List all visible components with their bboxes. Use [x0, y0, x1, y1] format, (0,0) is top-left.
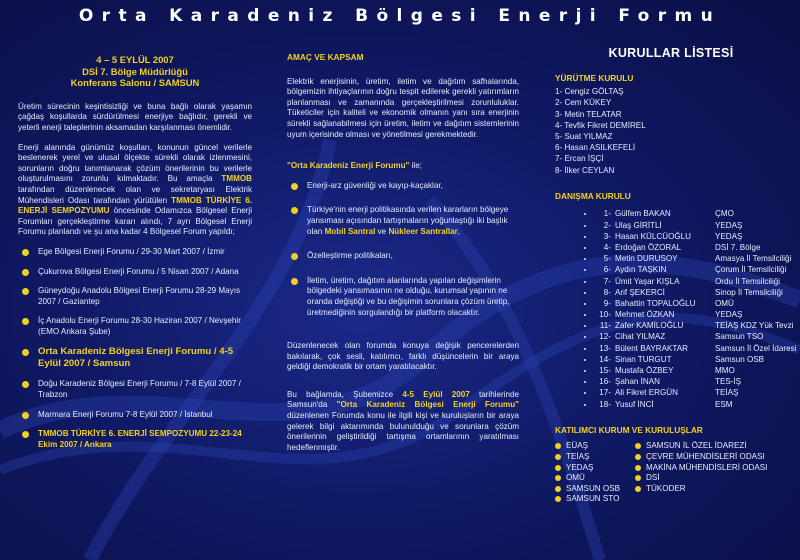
section-heading-yurutme: YÜRÜTME KURULU — [555, 72, 634, 83]
forum-intro: "Orta Karadeniz Enerji Forumu" ile; — [287, 161, 422, 171]
bullet-icon — [291, 183, 298, 190]
bullet-icon — [635, 454, 641, 460]
list-item: 2- Cem KÜKEY — [555, 98, 612, 108]
list-item: OMÜ — [555, 473, 620, 484]
bullet-icon — [22, 431, 29, 438]
participants-list-left — [555, 441, 620, 505]
list-item: • 8- Arif ŞEKERCİ Sinop İl Temsilciliği — [595, 288, 787, 299]
list-item-symposium: TMMOB TÜRKİYE 6. ENERJİ SEMPOZYUMU 22-23-24 Ekim 2007 / Ankara — [18, 429, 252, 450]
list-item: İç Anadolu Enerji Forumu 28-30 Haziran 2007 / Nevşehir (EMO Ankara Şube) — [18, 316, 252, 337]
list-item: • 16- Şahan İNAN TES-İŞ — [595, 377, 787, 388]
list-item: Marmara Enerji Forumu 7-8 Eylül 2007 / İstanbul — [18, 410, 252, 421]
list-item: • 6- Aydın TAŞKIN Çorum İl Temsilciliği — [595, 265, 787, 276]
list-item: • 18- Yusuf İNCİ ESM — [595, 400, 787, 411]
list-item: • 11- Zafer KAMİLOĞLU TEİAŞ KDZ Yük Tevzi — [595, 321, 787, 332]
list-item-highlight: Orta Karadeniz Bölgesi Enerji Forumu / 4-5 Eylül 2007 / Samsun — [18, 346, 252, 370]
executive-committee-list — [555, 87, 787, 177]
list-item: • 2- Ulaş GİRİTLİ YEDAŞ — [595, 221, 787, 232]
bullet-icon — [22, 412, 29, 419]
list-item: SAMSUN OSB — [555, 484, 620, 495]
list-item: 5- Suat YILMAZ — [555, 131, 613, 141]
list-item: • 13- Bülent BAYRAKTAR Samsun İl Özel İdaresi — [595, 344, 787, 355]
section-heading-amac: AMAÇ VE KAPSAM — [287, 52, 364, 62]
list-item: • 4- Erdoğan ÖZORAL DSİ 7. Bölge — [595, 243, 787, 254]
bullet-icon — [635, 465, 641, 471]
list-item: TEİAŞ — [555, 452, 620, 463]
bullet-icon — [22, 349, 29, 356]
list-item: • 10- Mehmet ÖZKAN YEDAŞ — [595, 310, 787, 321]
bullet-icon — [22, 269, 29, 276]
participants-list-right — [635, 441, 767, 494]
bullet-icon — [22, 288, 29, 295]
forum-description: Düzenlenecek olan forumda konuya değişik pencerelerden bakılarak, çok sesli, katılımcı, farklı düşüncelerin bir araya geldiği demokratik bir ortam yaratılacaktır. — [287, 341, 519, 372]
list-item: 4- Tevfik Fikret DEMİREL — [555, 120, 646, 130]
left-column — [18, 40, 252, 459]
page-title: Orta Karadeniz Bölgesi Enerji Formu — [78, 6, 722, 26]
list-item: 1- Cengiz GÖLTAŞ — [555, 87, 624, 97]
list-item: 8- İlker CEYLAN — [555, 165, 615, 175]
bullet-icon — [555, 443, 561, 449]
list-item: SAMSUN STO — [555, 494, 620, 505]
background-paragraph: Enerji alanında günümüz koşulları, konunun güncel verilerle beslenerek yerel ve ulusal ölçekte sürekli olarak izlenmesini, sorunların doğru tanımlanarak çözüm önerilerinin bu verilerle oluşturulmasını zorunlu kılmaktadır. Bu amaçla TMMOB tarafından düzenlenecek olan ve sekretaryası Elektrik Mühendisleri Odası tarafından yürütülen TMMOB TÜRKİYE 6. ENERJİ SEMPOZYUMU öncesinde Odamızca Bölgesel Enerji Forumları gerçekleştirme kararı alındı, 7 ayrı Bölgesel Enerji Forumu planlandı ve şu ana kadar 4 Bölgesel Forum yapıldı; — [18, 142, 252, 237]
list-item: • 14- Sinan TURGUT Samsun OSB — [595, 355, 787, 366]
section-heading-danisma: DANIŞMA KURULU — [555, 190, 631, 201]
bullet-icon — [555, 465, 561, 471]
forum-list — [18, 247, 252, 451]
list-item: MAKİNA MÜHENDİSLERİ ODASI — [635, 463, 767, 474]
list-item: Enerji-arz güvenliği ve kayıp-kaçaklar, — [287, 181, 519, 192]
advisory-committee-list — [555, 209, 797, 410]
list-item: 7- Ercan İŞÇİ — [555, 154, 604, 164]
intro-paragraph: Üretim sürecinin keşintisizliği ve buna bağlı olarak yaşamın çağdaş koşullarda sürdürülmesi enerjiye bağlıdır, gerekli ve yeterli enerji taleplerinin aksamadan karşılanması önemlidir. — [18, 101, 252, 132]
bullet-icon — [555, 486, 561, 492]
bullet-icon — [291, 253, 298, 260]
middle-column — [287, 40, 519, 462]
list-item: Güneydoğu Anadolu Bölgesi Enerji Forumu 28-29 Mayıs 2007 / Gaziantep — [18, 286, 252, 307]
list-item: • 9- Bahattin TOPALOĞLU OMÜ — [595, 299, 787, 310]
list-item: • 1- Gülfem BAKAN ÇMO — [595, 209, 787, 220]
bullet-icon — [555, 496, 561, 502]
list-item: DSİ — [635, 473, 767, 484]
bullet-icon — [22, 318, 29, 325]
bullet-icon — [291, 278, 298, 285]
list-item: • 12- Cihat YILMAZ Samsun TSO — [595, 332, 787, 343]
bullet-icon — [555, 475, 561, 481]
list-item: SAMSUN İL ÖZEL İDAREZİ — [635, 441, 767, 452]
list-item: TÜKODER — [635, 484, 767, 495]
committees-title: KURULLAR LİSTESİ — [608, 46, 734, 60]
list-item: EÜAŞ — [555, 441, 620, 452]
bullet-icon — [635, 486, 641, 492]
amac-paragraph: Elektrik enerjisinin, üretim, iletim ve dağıtım safhalarında, bölgemizin ihtiyaçlarının doğru tespit edilerek gerekli yatırımların planlanması ve zamanında gerçekleştirilmesi zorunluluklar. Tüketiciler için kaliteli ve ekonomik olmanın yanı sıra enerjinin sürekli sağlanabilmesi için üretim, iletim ve dağıtım sistemlerinin uyum içerisinde olması ve yönetilmesi gerekmektedir. — [287, 76, 519, 139]
event-hall: Konferans Salonu / SAMSUN — [70, 77, 200, 89]
list-item: • 15- Mustafa ÖZBEY MMO — [595, 366, 787, 377]
event-venue: DSİ 7. Bölge Müdürlüğü — [82, 65, 188, 77]
list-item: Özelleştirme politikaları, — [287, 251, 519, 262]
list-item: • 7- Ümit Yaşar KIŞLA Ordu İl Temsilciliği — [595, 277, 787, 288]
list-item: Türkiye'nin enerji politikasında verilen kararların bölgeye yansıması açısından tartışmaların yoğunlaştığı iki başlık olan Mobil Santral ve Nükleer Santrallar, — [287, 205, 519, 237]
event-info — [18, 54, 252, 89]
list-item: Doğu Karadeniz Bölgesi Enerji Forumu / 7-8 Eylül 2007 / Trabzon — [18, 379, 252, 400]
bullet-icon — [555, 454, 561, 460]
bullet-icon — [635, 475, 641, 481]
list-item: Ege Bölgesi Enerji Forumu / 29-30 Mart 2007 / İzmir — [18, 247, 252, 258]
bullet-icon — [635, 443, 641, 449]
goal-list — [287, 181, 519, 318]
list-item: ÇEVRE MÜHENDİSLERİ ODASI — [635, 452, 767, 463]
list-item: • 17- Ali Fikret ERGÜN TEİAŞ — [595, 388, 787, 399]
closing-paragraph: Bu bağlamda, Şubemizce 4-5 Eylül 2007 tarihlerinde Samsun'da "Orta Karadeniz Bölgesi Enerji Forumu" düzenlenen Forumda konu ile ilgili kişi ve kuruluşların bir araya gelerek bilgi aktarımında bulunulduğu ve sorunlara çözüm önerilerinin geliştirildiği tartışma ortamlarının yaratılması hedeflenmiştir. — [287, 389, 520, 452]
list-item: 3- Metin TELATAR — [555, 109, 622, 119]
list-item: YEDAŞ — [555, 463, 620, 474]
section-heading-katilimci: KATILIMCI KURUM VE KURULUŞLAR — [555, 424, 703, 435]
list-item: 6- Hasan ASILKEFELİ — [555, 143, 636, 153]
list-item: Çukurova Bölgesi Enerji Forumu / 5 Nisan 2007 / Adana — [18, 267, 252, 278]
bullet-icon — [22, 381, 29, 388]
bullet-icon — [22, 249, 29, 256]
bullet-icon — [291, 207, 298, 214]
event-date: 4 – 5 EYLÜL 2007 — [96, 54, 174, 65]
right-column — [555, 40, 797, 504]
list-item: • 5- Metin DURUSOY Amasya İl Temsilciliği — [595, 254, 787, 265]
participants — [555, 441, 787, 504]
list-item: İletim, üretim, dağıtım alanlarında yapılan değişimlerin bölgedeki yansımasının ne olduğu, kurumsal yapının ne oranda değiştiği ve bu değişimin sorunlara çözüm üretip, üretmediğinin sorgulandığı bir platform olacaktır. — [287, 276, 519, 318]
list-item: • 3- Hasan KÜLCÜOĞLU YEDAŞ — [595, 232, 787, 243]
